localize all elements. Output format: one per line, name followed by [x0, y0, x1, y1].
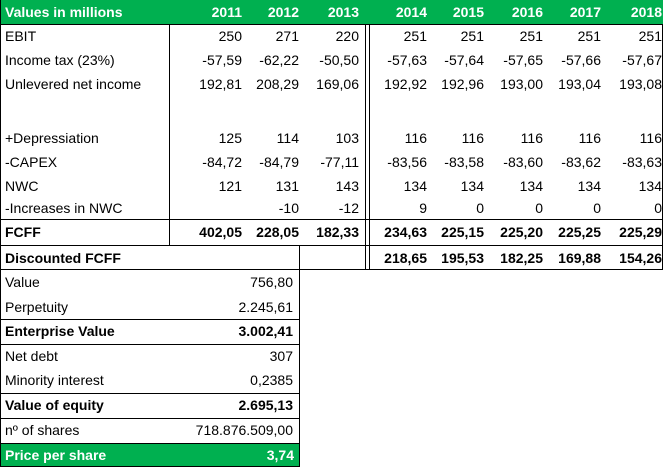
row-value: -83,63: [622, 154, 662, 170]
year-2016: 2016: [485, 0, 544, 24]
discounted-2015: 195,53: [441, 250, 484, 266]
year-2011: 2011: [170, 0, 243, 24]
summary-row: [0, 368, 300, 392]
row-value: 134: [638, 178, 662, 194]
summary-label: nº of shares: [5, 421, 80, 438]
row-label: EBIT: [5, 28, 37, 44]
discounted-2017: 169,88: [558, 250, 601, 266]
row-value: 192,96: [441, 76, 484, 92]
row-value: -83,62: [561, 154, 601, 170]
fcff-2015: 225,15: [441, 224, 484, 240]
row-value: [170, 96, 243, 120]
summary-row: [0, 270, 300, 294]
row-value: -62,22: [259, 52, 299, 68]
row-label: +Depressiation: [5, 130, 99, 146]
row-value: 208,29: [256, 76, 299, 92]
row-value: -84,72: [202, 154, 242, 170]
table-row: [0, 72, 663, 96]
year-2015: 2015: [428, 0, 485, 24]
row-value: -77,11: [320, 154, 359, 170]
row-value: [485, 96, 544, 120]
row-value: 0: [476, 200, 484, 216]
row-value: [300, 96, 360, 120]
summary-value: 307: [269, 347, 293, 364]
row-value: 114: [276, 130, 299, 146]
row-value: 251: [638, 28, 662, 44]
fcff-2013: 182,33: [316, 224, 359, 240]
row-value: 192,81: [199, 76, 242, 92]
row-value: 116: [578, 130, 601, 146]
header-label: Values in millions: [0, 0, 170, 24]
row-value: 134: [403, 178, 427, 194]
row-value: [602, 96, 663, 120]
row-label: Income tax (23%): [5, 52, 115, 68]
fcff-2018: 225,29: [619, 224, 662, 240]
row-value: 251: [577, 28, 601, 44]
table-row: [0, 24, 663, 48]
row-value: 250: [218, 28, 242, 44]
row-value: [544, 96, 602, 120]
price-value: 3,74: [170, 443, 300, 467]
row-value: -57,64: [444, 52, 484, 68]
row-value: [370, 96, 428, 120]
row-label: Unlevered net income: [5, 76, 142, 92]
price-label: Price per share: [0, 443, 170, 467]
discounted-fcff-row: [0, 246, 663, 270]
table-row: [0, 48, 663, 72]
year-2014: 2014: [370, 0, 428, 24]
row-value: 169,06: [316, 76, 359, 92]
row-value: -57,63: [387, 52, 427, 68]
row-value: 193,08: [619, 76, 662, 92]
summary-value: 3.002,41: [238, 323, 293, 340]
summary-row: [0, 393, 300, 417]
summary-value: 2.245,61: [238, 298, 293, 315]
summary-label: Minority interest: [5, 372, 104, 389]
fcff-label: FCFF: [5, 224, 41, 240]
row-value: 0: [593, 200, 601, 216]
row-value: 0: [654, 200, 662, 216]
row-value: 116: [639, 130, 662, 146]
row-value: 9: [419, 200, 427, 216]
table-row: [0, 150, 663, 174]
row-value: [243, 96, 300, 120]
summary-value: 756,80: [250, 274, 293, 290]
summary-label: Net debt: [5, 347, 58, 364]
summary-row: [0, 319, 300, 343]
table-row: [0, 174, 663, 198]
row-value: 251: [460, 28, 484, 44]
row-value: -10: [278, 200, 299, 216]
fcff-row: [0, 220, 663, 244]
row-value: 121: [218, 178, 242, 194]
fcff-2017: 225,25: [558, 224, 601, 240]
summary-row: [0, 418, 300, 442]
summary-label: Enterprise Value: [5, 323, 115, 340]
table-row: [0, 126, 663, 150]
row-value: 134: [460, 178, 484, 194]
summary-row: [0, 295, 300, 319]
row-label: -Increases in NWC: [5, 200, 123, 216]
row-value: 143: [335, 178, 359, 194]
row-value: 103: [335, 130, 359, 146]
summary-row: [0, 344, 300, 368]
row-value: 116: [404, 130, 427, 146]
row-value: -57,59: [202, 52, 242, 68]
row-value: -57,65: [503, 52, 543, 68]
row-value: -57,66: [561, 52, 601, 68]
row-value: 131: [275, 178, 299, 194]
fcff-2012: 228,05: [256, 224, 299, 240]
row-value: 271: [275, 28, 299, 44]
discounted-2018: 154,26: [619, 250, 662, 266]
summary-label: Value: [5, 274, 40, 290]
row-label: NWC: [5, 178, 39, 194]
row-value: [428, 96, 485, 120]
year-2012: 2012: [243, 0, 300, 24]
summary-label: Value of equity: [5, 397, 104, 413]
row-value: 0: [535, 200, 543, 216]
summary-value: 718.876.509,00: [195, 421, 293, 438]
row-value: 220: [335, 28, 359, 44]
row-value: 116: [461, 130, 484, 146]
row-value: 192,92: [384, 76, 427, 92]
year-2017: 2017: [544, 0, 602, 24]
discounted-2014: 218,65: [384, 250, 427, 266]
fcff-2011: 402,05: [199, 224, 242, 240]
table-row: [0, 196, 663, 220]
row-value: 125: [218, 130, 242, 146]
header-row: [0, 0, 663, 24]
row-value: -50,50: [319, 52, 359, 68]
table-row: [0, 96, 663, 120]
row-value: [170, 196, 243, 220]
row-value: 134: [519, 178, 543, 194]
price-row: [0, 443, 300, 467]
row-value: 251: [519, 28, 543, 44]
fcff-2014: 234,63: [384, 224, 427, 240]
row-value: -83,58: [444, 154, 484, 170]
discounted-fcff-label: Discounted FCFF: [5, 250, 121, 266]
row-value: -12: [338, 200, 359, 216]
row-value: -57,67: [622, 52, 662, 68]
year-2018: 2018: [602, 0, 663, 24]
row-value: -83,56: [387, 154, 427, 170]
row-value: 193,04: [558, 76, 601, 92]
row-value: 251: [403, 28, 427, 44]
fcff-2016: 225,20: [500, 224, 543, 240]
year-2013: 2013: [300, 0, 360, 24]
row-value: -84,79: [259, 154, 299, 170]
summary-label: Perpetuity: [5, 298, 69, 315]
row-value: 116: [520, 130, 543, 146]
discounted-2016: 182,25: [500, 250, 543, 266]
row-value: 134: [577, 178, 601, 194]
summary-value: 2.695,13: [238, 397, 293, 413]
row-value: -83,60: [503, 154, 543, 170]
summary-value: 0,2385: [250, 372, 293, 389]
row-label: -CAPEX: [5, 154, 58, 170]
row-value: 193,00: [500, 76, 543, 92]
